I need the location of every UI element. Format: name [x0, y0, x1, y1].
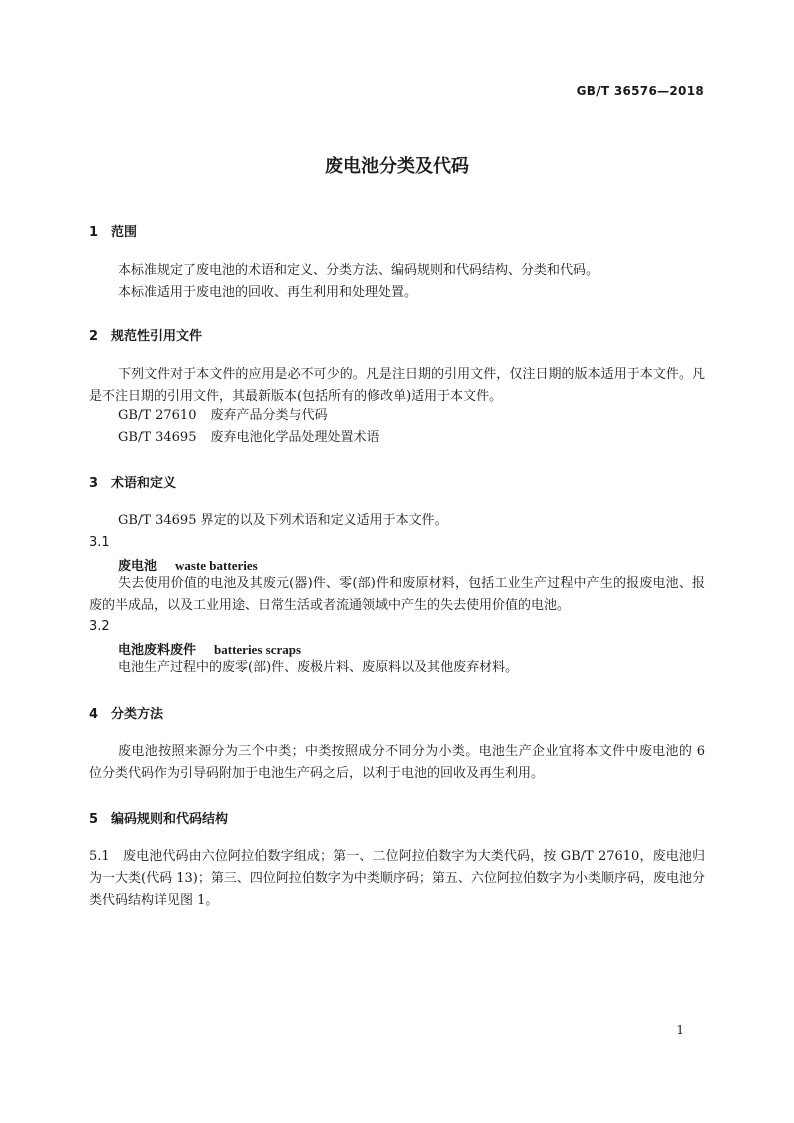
section-1-heading	[89, 221, 137, 240]
term-entry	[118, 639, 301, 658]
section-5-heading	[89, 808, 228, 827]
section-4-heading	[89, 703, 163, 722]
section-number: 3	[89, 476, 99, 491]
paragraph: 废电池按照来源分为三个中类；中类按照成分不同分为小类。电池生产企业宜将本文件中废电池的 6 位分类代码作为引导码附加于电池生产码之后，以利于电池的回收及再生利用。	[89, 744, 705, 781]
term-english: batteries scraps	[214, 642, 302, 657]
standard-code: GB/T 36576—2018	[576, 84, 704, 98]
page-number: 1	[676, 1023, 684, 1037]
paragraph: GB/T 34695 界定的以及下列术语和定义适用于本文件。	[118, 513, 448, 528]
section-title: 编码规则和代码结构	[111, 812, 229, 827]
section-number: 4	[89, 707, 99, 722]
reference-title: 废弃电池化学品处理处置术语	[210, 430, 380, 445]
document-title: 废电池分类及代码	[325, 156, 469, 177]
section-2-heading	[89, 325, 202, 344]
term-number: 3.1	[89, 535, 110, 550]
term-chinese: 电池废料废件	[118, 643, 197, 658]
term-chinese: 废电池	[118, 559, 158, 574]
section-title: 分类方法	[111, 707, 164, 722]
reference-code: GB/T 34695	[118, 430, 197, 445]
reference-title: 废弃产品分类与代码	[210, 408, 328, 423]
section-3-heading	[89, 472, 176, 491]
reference-item	[118, 405, 328, 427]
section-title: 术语和定义	[111, 476, 177, 491]
term-definition: 电池生产过程中的废零(部)件、废极片料、废原料以及其他废弃材料。	[118, 660, 519, 675]
section-number: 1	[89, 225, 99, 240]
paragraph: 下列文件对于本文件的应用是必不可少的。凡是注日期的引用文件，仅注日期的版本适用于本文件。凡是不注日期的引用文件，其最新版本(包括所有的修改单)适用于本文件。	[89, 367, 705, 404]
paragraph: 5.1 废电池代码由六位阿拉伯数字组成；第一、二位阿拉伯数字为大类代码，按 GB/T 27610，废电池归为一大类(代码 13)；第三、四位阿拉伯数字为中类顺序码；第五、六位阿拉伯数字为小类顺序码，废电池分类代码结构详见图 1。	[89, 849, 705, 908]
section-title: 范围	[111, 225, 138, 240]
term-english: waste batteries	[175, 558, 258, 573]
paragraph: 本标准规定了废电池的术语和定义、分类方法、编码规则和代码结构、分类和代码。	[118, 263, 600, 278]
term-number: 3.2	[89, 619, 110, 634]
reference-item	[118, 427, 380, 449]
section-number: 5	[89, 812, 99, 827]
term-definition: 失去使用价值的电池及其废元(器)件、零(部)件和废原材料，包括工业生产过程中产生的报废电池、报废的半成品，以及工业用途、日常生活或者流通领域中产生的失去使用价值的电池。	[89, 576, 705, 613]
paragraph: 本标准适用于废电池的回收、再生利用和处理处置。	[118, 285, 418, 300]
reference-code: GB/T 27610	[118, 408, 197, 423]
section-title: 规范性引用文件	[111, 329, 203, 344]
section-number: 2	[89, 329, 99, 344]
term-entry	[118, 555, 258, 574]
